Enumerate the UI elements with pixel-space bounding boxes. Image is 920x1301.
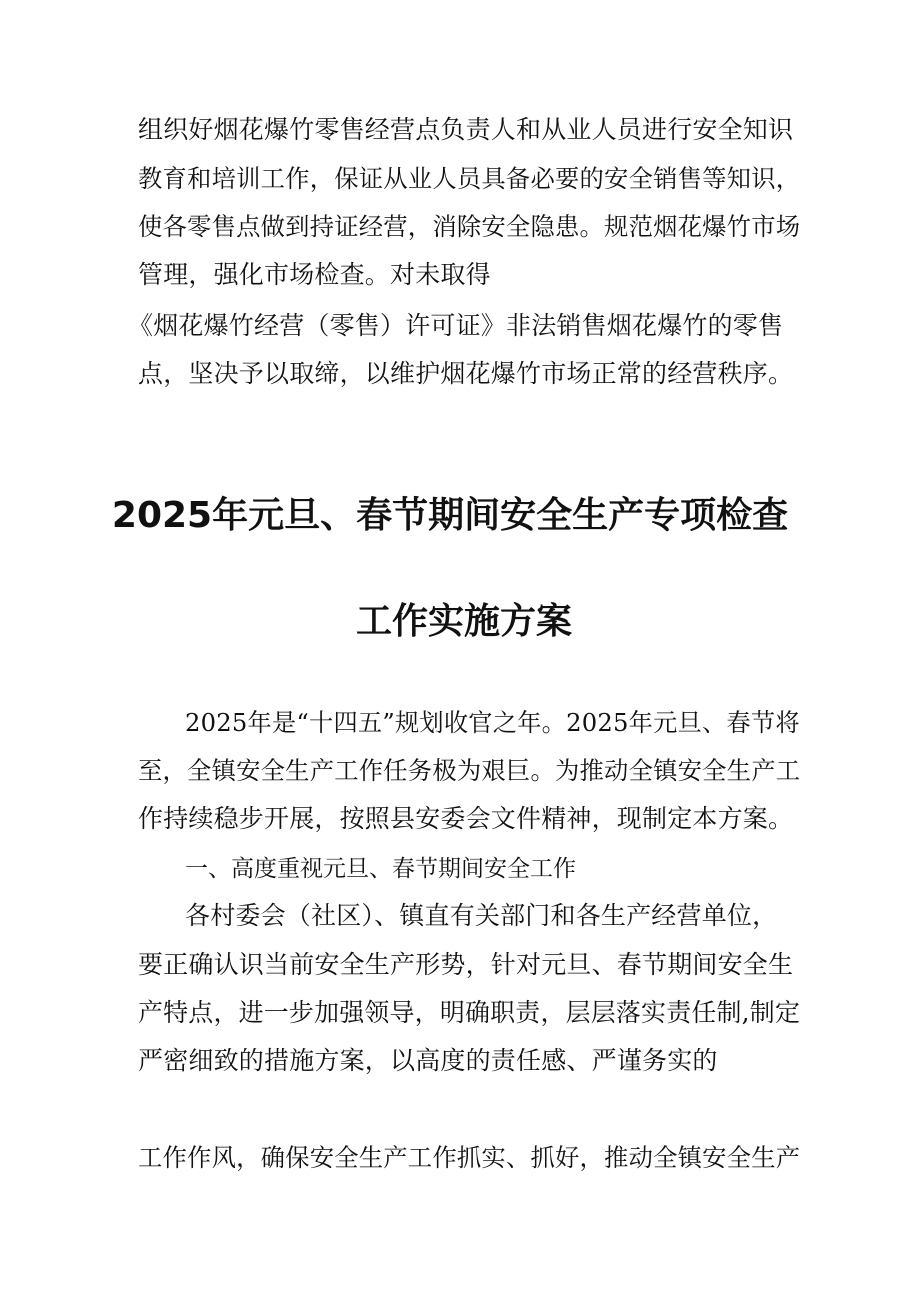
paragraph-line: 管理，强化市场检查。对未取得	[138, 260, 491, 289]
paragraph-line: 使各零售点做到持证经营，消除安全隐患。规范烟花爆竹市场	[138, 212, 801, 241]
paragraph-line: 要正确认识当前安全生产形势，针对元旦、春节期间安全生	[138, 950, 794, 979]
document-title-line-2: 工作实施方案	[355, 601, 572, 642]
paragraph-line: 作持续稳步开展，按照县安委会文件精神，现制定本方案。	[138, 804, 794, 833]
document-title-line-1: 2025年元旦、春节期间安全生产专项检查	[111, 495, 789, 536]
section-heading: 一、高度重视元旦、春节期间安全工作	[185, 856, 576, 882]
paragraph-line: 产特点，进一步加强领导，明确职责，层层落实责任制,制定	[138, 998, 801, 1027]
paragraph-line: 至，全镇安全生产工作任务极为艰巨。为推动全镇安全生产工	[138, 756, 801, 785]
paragraph-line: 组织好烟花爆竹零售经营点负责人和从业人员进行安全知识	[138, 115, 794, 144]
paragraph-line: 严密细致的措施方案，以高度的责任感、严谨务实的	[138, 1046, 718, 1075]
paragraph-line: 《烟花爆竹经营（零售）许可证》非法销售烟花爆竹的零售	[128, 311, 784, 340]
paragraph-line: 工作作风，确保安全生产工作抓实、抓好，推动全镇安全生产	[138, 1143, 801, 1172]
paragraph-line: 点，坚决予以取缔，以维护烟花爆竹市场正常的经营秩序。	[138, 359, 794, 388]
paragraph-line: 教育和培训工作，保证从业人员具备必要的安全销售等知识，	[138, 164, 801, 193]
paragraph-line: 各村委会（社区）、镇直有关部门和各生产经营单位，	[185, 901, 778, 930]
paragraph-line: 2025年是“十四五”规划收官之年。2025年元旦、春节将	[185, 708, 800, 737]
